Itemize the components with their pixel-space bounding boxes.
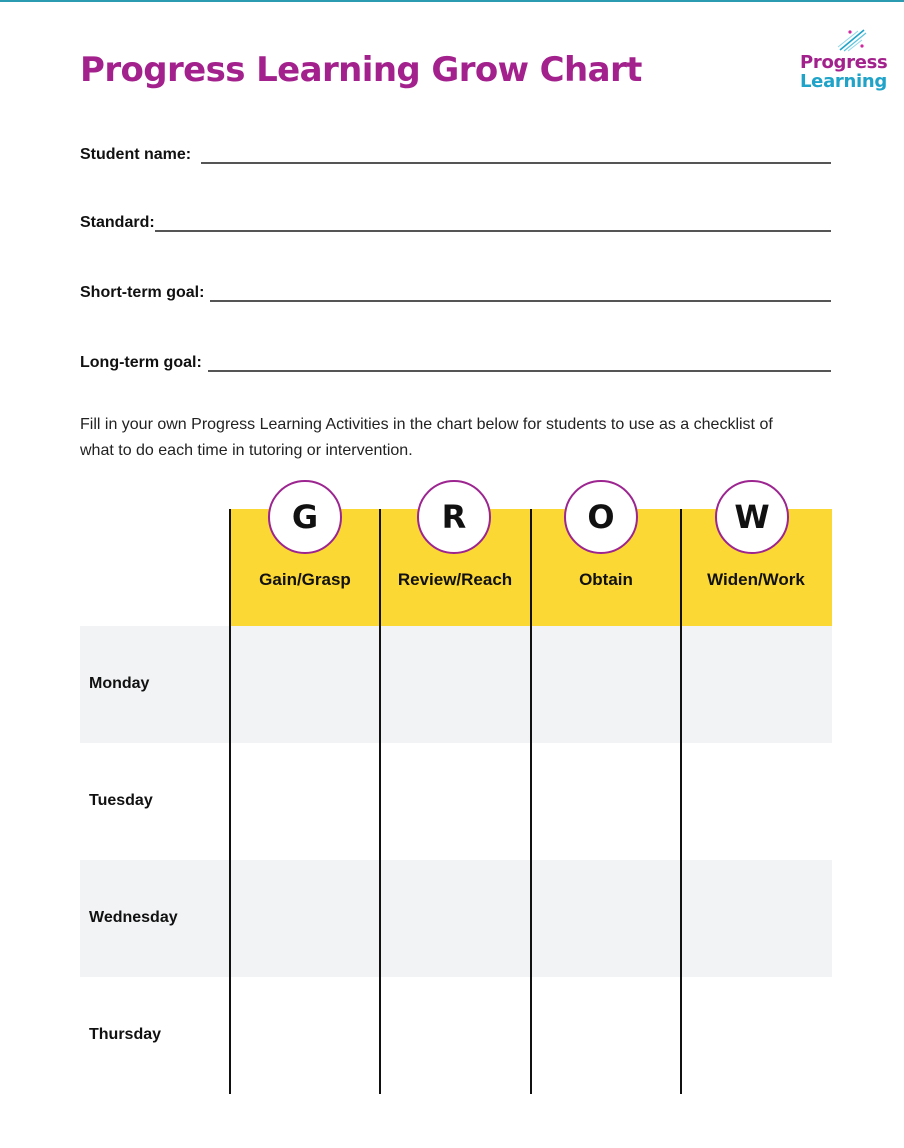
cell-monday-obtain[interactable] <box>532 627 680 742</box>
short-term-goal-label: Short-term goal: <box>80 284 205 301</box>
short-term-goal-input-line[interactable] <box>210 300 831 302</box>
column-header-obtain: Obtain <box>579 570 633 589</box>
logo-text-progress: Progress <box>800 52 888 73</box>
top-accent-bar <box>0 0 904 2</box>
instructions-text: Fill in your own Progress Learning Activities in the chart below for students to use as a checklist of what to do each time in tutoring or intervention. <box>80 416 773 459</box>
cell-wednesday-gain-grasp[interactable] <box>231 861 379 976</box>
standard-label: Standard: <box>80 214 155 231</box>
letter-badge-r: R <box>417 480 491 554</box>
cell-monday-review-reach[interactable] <box>381 627 529 742</box>
letter-badge-w: W <box>715 480 789 554</box>
row-label-tuesday: Tuesday <box>89 792 153 809</box>
column-header-gain-grasp: Gain/Grasp <box>259 570 351 589</box>
standard-field[interactable] <box>80 214 831 232</box>
cell-thursday-widen-work[interactable] <box>682 978 830 1093</box>
page-title: Progress Learning Grow Chart <box>80 50 642 90</box>
column-header-widen-work: Widen/Work <box>707 570 805 589</box>
long-term-goal-field[interactable] <box>80 354 831 372</box>
cell-wednesday-widen-work[interactable] <box>682 861 830 976</box>
student-name-label: Student name: <box>80 146 192 163</box>
cell-tuesday-review-reach[interactable] <box>381 744 529 859</box>
logo-text-learning: Learning <box>800 71 887 92</box>
student-name-field[interactable] <box>80 146 831 164</box>
cell-thursday-review-reach[interactable] <box>381 978 529 1093</box>
row-label-wednesday: Wednesday <box>89 909 178 926</box>
progress-learning-logo <box>800 26 896 96</box>
cell-wednesday-obtain[interactable] <box>532 861 680 976</box>
cell-wednesday-review-reach[interactable] <box>381 861 529 976</box>
student-name-input-line[interactable] <box>201 162 831 164</box>
letter-badge-g: G <box>268 480 342 554</box>
long-term-goal-label: Long-term goal: <box>80 354 202 371</box>
cell-tuesday-obtain[interactable] <box>532 744 680 859</box>
standard-input-line[interactable] <box>155 230 831 232</box>
cell-tuesday-gain-grasp[interactable] <box>231 744 379 859</box>
row-label-monday: Monday <box>89 675 150 692</box>
cell-thursday-gain-grasp[interactable] <box>231 978 379 1093</box>
row-label-thursday: Thursday <box>89 1026 162 1043</box>
cell-monday-widen-work[interactable] <box>682 627 830 742</box>
letter-badge-o: O <box>564 480 638 554</box>
cell-tuesday-widen-work[interactable] <box>682 744 830 859</box>
short-term-goal-field[interactable] <box>80 284 831 302</box>
shooting-star-icon <box>836 26 868 52</box>
column-header-review-reach: Review/Reach <box>397 570 513 589</box>
cell-monday-gain-grasp[interactable] <box>231 627 379 742</box>
long-term-goal-input-line[interactable] <box>208 370 831 372</box>
cell-thursday-obtain[interactable] <box>532 978 680 1093</box>
